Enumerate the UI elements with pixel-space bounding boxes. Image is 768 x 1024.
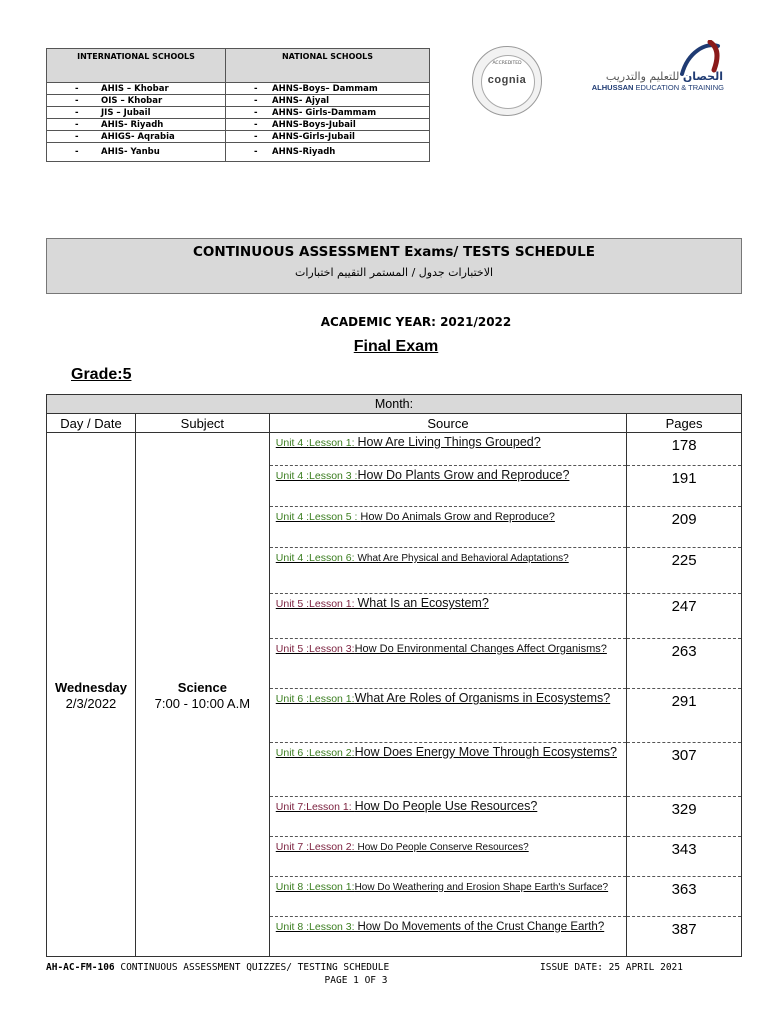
header-subject: Subject — [135, 414, 269, 433]
day-cell — [47, 433, 136, 957]
lesson-title: What Are Physical and Behavioral Adaptations? — [357, 553, 569, 564]
bullet-dash: - — [75, 119, 79, 130]
lesson-label: Unit 5 :Lesson 3: — [275, 643, 355, 655]
page-number: 191 — [627, 466, 742, 507]
natl-school: AHNS-Boys– Dammam — [272, 83, 378, 94]
footer-form-code: AH-AC-FM-106 CONTINUOUS ASSESSMENT QUIZZES/ TESTING SCHEDULE — [46, 962, 390, 973]
lesson-label: Unit 4 :Lesson 6: — [275, 552, 358, 564]
page-number: 247 — [627, 594, 742, 639]
badge-arc-text: ACCREDITED — [492, 61, 522, 66]
exam-date: 2/3/2022 — [65, 695, 117, 711]
bullet-dash: - — [254, 119, 258, 130]
natl-school: AHNS- Ajyal — [272, 95, 330, 106]
bullet-dash: - — [254, 95, 258, 106]
lesson-title: How Do Weathering and Erosion Shape Earth's Surface? — [354, 882, 609, 893]
source-cell — [269, 797, 626, 837]
source-cell — [269, 917, 626, 957]
schools-row — [47, 119, 430, 131]
page-number: 363 — [627, 877, 742, 917]
month-row — [47, 395, 742, 414]
natl-schools-header: NATIONAL SCHOOLS — [226, 49, 430, 83]
schools-row — [47, 131, 430, 143]
page-number: 307 — [627, 743, 742, 797]
source-cell — [269, 743, 626, 797]
page-number: 178 — [627, 433, 742, 466]
header-day-date: Day / Date — [47, 414, 136, 433]
lesson-title: What Are Roles of Organisms in Ecosystems? — [354, 691, 611, 705]
lesson-label: Unit 7 :Lesson 2: — [275, 841, 358, 853]
lesson-title: How Are Living Things Grouped? — [357, 435, 541, 449]
schools-row — [47, 107, 430, 119]
exam-schedule-table — [46, 394, 742, 957]
source-cell — [269, 466, 626, 507]
schools-table — [46, 48, 430, 162]
source-cell — [269, 689, 626, 743]
bullet-dash: - — [75, 131, 79, 142]
bullet-dash: - — [254, 147, 258, 157]
header-source: Source — [269, 414, 626, 433]
schools-row — [47, 83, 430, 95]
lesson-title: How Do People Use Resources? — [354, 799, 538, 813]
schools-header-row — [47, 49, 430, 83]
lesson-title: What Is an Ecosystem? — [357, 596, 489, 610]
source-cell — [269, 507, 626, 548]
source-cell — [269, 594, 626, 639]
intl-school: AHIS – Khobar — [101, 83, 169, 94]
natl-school: AHNS-Boys-Jubail — [272, 119, 356, 130]
schools-row — [47, 95, 430, 107]
bullet-dash: - — [254, 131, 258, 142]
cognia-accreditation-badge — [472, 46, 542, 116]
cognia-wordmark: cognia — [487, 74, 527, 86]
bullet-dash: - — [254, 107, 258, 118]
title-arabic: الاختبارات جدول / المستمر التقييم اختبارات — [294, 266, 494, 279]
lesson-label: Unit 7:Lesson 1: — [275, 801, 355, 813]
lesson-label: Unit 8 :Lesson 1: — [275, 881, 355, 893]
page-number: 291 — [627, 689, 742, 743]
header-pages: Pages — [627, 414, 742, 433]
footer-issue-date: ISSUE DATE: 25 APRIL 2021 — [540, 962, 683, 973]
source-cell — [269, 877, 626, 917]
subject-cell — [135, 433, 269, 957]
day-name: Wednesday — [54, 679, 127, 695]
lesson-title: How Do People Conserve Resources? — [357, 842, 529, 853]
month-label: Month: — [47, 395, 742, 414]
lesson-label: Unit 8 :Lesson 3: — [275, 921, 358, 933]
source-cell — [269, 548, 626, 594]
lesson-label: Unit 5 :Lesson 1: — [275, 598, 358, 610]
logo-english-text: ALHUSSAN EDUCATION & TRAINING — [591, 83, 724, 92]
bullet-dash: - — [75, 83, 79, 94]
bullet-dash: - — [75, 147, 79, 157]
bullet-dash: - — [254, 83, 258, 94]
lesson-label: Unit 4 :Lesson 1: — [275, 437, 358, 449]
lesson-title: How Does Energy Move Through Ecosystems? — [354, 745, 617, 759]
intl-school: JIS – Jubail — [101, 107, 151, 118]
page-number: 343 — [627, 837, 742, 877]
page-number: 329 — [627, 797, 742, 837]
lesson-title: How Do Plants Grow and Reproduce? — [357, 468, 570, 482]
grade-label: Grade:5 — [71, 366, 132, 383]
page-number: 263 — [627, 639, 742, 689]
intl-school: AHIS- Yanbu — [101, 147, 160, 157]
lesson-title: How Do Environmental Changes Affect Organisms? — [354, 643, 607, 655]
title-english: CONTINUOUS ASSESSMENT Exams/ TESTS SCHEDULE — [193, 244, 595, 260]
intl-school: AHIS- Riyadh — [101, 119, 164, 130]
lesson-label: Unit 4 :Lesson 3 : — [275, 470, 358, 482]
table-row — [47, 433, 742, 466]
logo-arabic-text: الحصان للتعليم والتدريب — [605, 70, 723, 83]
document-title-box — [46, 238, 742, 294]
natl-school: AHNS- Girls-Dammam — [272, 107, 377, 118]
source-cell — [269, 837, 626, 877]
lesson-label: Unit 4 :Lesson 5 : — [275, 511, 361, 523]
subject-name: Science — [177, 679, 227, 695]
source-cell — [269, 433, 626, 466]
lesson-label: Unit 6 :Lesson 1: — [275, 693, 355, 705]
page-number: 387 — [627, 917, 742, 957]
intl-school: AHIGS- Aqrabia — [101, 131, 175, 142]
intl-school: OIS – Khobar — [101, 95, 163, 106]
exam-name: Final Exam — [353, 338, 439, 355]
footer-page-number: PAGE 1 OF 3 — [324, 975, 388, 986]
page-number: 209 — [627, 507, 742, 548]
lesson-label: Unit 6 :Lesson 2: — [275, 747, 355, 759]
schools-row — [47, 143, 430, 162]
lesson-title: How Do Animals Grow and Reproduce? — [360, 511, 555, 523]
bullet-dash: - — [75, 95, 79, 106]
natl-school: AHNS-Riyadh — [272, 147, 336, 157]
page-number: 225 — [627, 548, 742, 594]
natl-school: AHNS-Girls-Jubail — [272, 131, 355, 142]
bullet-dash: - — [75, 107, 79, 118]
intl-schools-header: INTERNATIONAL SCHOOLS — [47, 49, 226, 83]
source-cell — [269, 639, 626, 689]
academic-year: ACADEMIC YEAR: 2021/2022 — [320, 315, 512, 329]
header-row — [47, 414, 742, 433]
exam-time: 7:00 - 10:00 A.M — [154, 695, 251, 711]
lesson-title: How Do Movements of the Crust Change Earth? — [357, 921, 605, 933]
